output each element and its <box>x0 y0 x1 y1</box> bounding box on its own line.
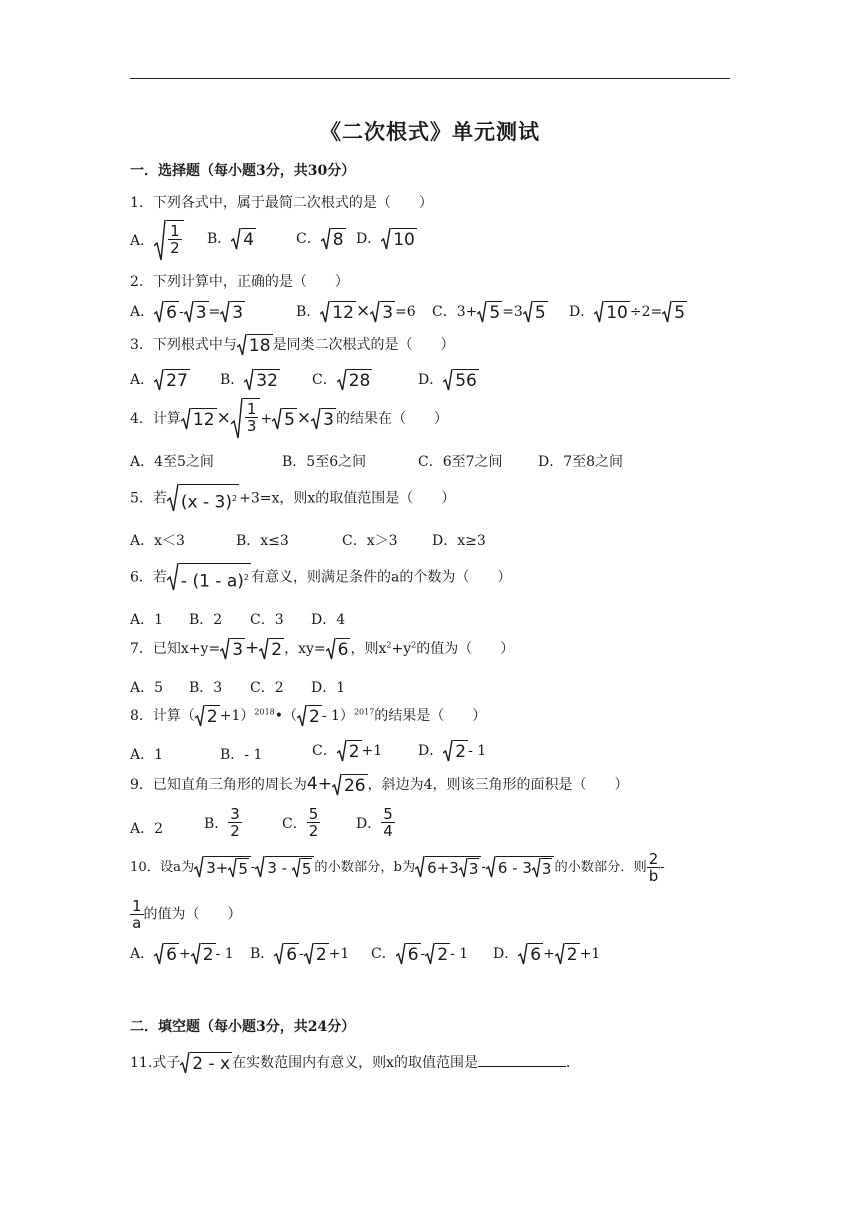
q10-stem: 10．设a为 3+ 5 - 3 - 5 的小数部分，b为 6+3 3 - 6 - 3 3 的小数部分．则 $\frac{2}{b}$ - <box>130 850 665 885</box>
q7-option-a: A．5 <box>130 680 164 696</box>
q3-option-d: D． 56 <box>418 371 477 391</box>
q1-option-a <box>130 220 184 262</box>
q1-option-c: C． 8 <box>296 230 344 250</box>
q7-option-b: B．3 <box>189 680 223 696</box>
q9-option-b: B． $\frac{3}{2}$ <box>204 805 240 840</box>
q2-option-d: D． 10 ÷2= 5 <box>569 303 686 323</box>
q5-stem: 5．若 (x - 3)$^2$ +3=x，则x的取值范围是（ ） <box>130 484 455 513</box>
q4-stem: 4．计算 12 × $\frac{1}{3}$ + 5 × 3 的结果在（ ） <box>130 398 448 440</box>
q8-option-d: D． 2 - 1 <box>418 742 487 762</box>
q10-option-d: D． 6 + 2 +1 <box>493 945 601 965</box>
q10-stem-cont: $\frac{1}{a}$ 的值为（ ） <box>132 897 242 932</box>
q8-option-c: C． 2 +1 <box>312 742 383 762</box>
q6-option-b: B．2 <box>189 612 223 628</box>
page-title: 《二次根式》单元测试 <box>320 119 540 144</box>
q11-stem: 11.式子 2 - x 在实数范围内有意义，则x的取值范围是 ． <box>130 1054 580 1074</box>
q1-stem: 1．下列各式中，属于最简二次根式的是（ ） <box>130 195 433 211</box>
q2-option-b: B． 12 × 3 =6 <box>296 301 416 323</box>
q11-answer-blank[interactable] <box>478 1054 566 1067</box>
q9-stem: 9．已知直角三角形的周长为4+ 26 ，斜边为4，则该三角形的面积是（ ） <box>130 774 629 796</box>
q2-stem: 2．下列计算中，正确的是（ ） <box>130 274 349 290</box>
sqrt: 10 <box>381 228 417 250</box>
fraction: $\frac{1}{2}$ <box>170 222 180 257</box>
q5-option-c: C．x＞3 <box>342 533 398 549</box>
header-rule <box>130 78 730 79</box>
q2-option-a: A． 6 - 3 = 3 <box>130 303 244 323</box>
q4-option-a: A．4至5之间 <box>130 454 214 470</box>
q7-option-c: C．2 <box>250 680 284 696</box>
q9-option-c: C． $\frac{5}{2}$ <box>282 805 319 840</box>
q8-option-b: B．- 1 <box>220 747 263 763</box>
q4-option-b: B．5至6之间 <box>282 454 367 470</box>
q6-option-d: D．4 <box>311 612 346 628</box>
q3-option-b: B． 32 <box>220 371 278 391</box>
q3-stem: 3．下列根式中与 18 是同类二次根式的是（ ） <box>130 336 455 356</box>
q10-option-b: B． 6 - 2 +1 <box>250 945 350 965</box>
q8-option-a: A．1 <box>130 747 164 763</box>
q6-stem: 6．若 - (1 - a)$^2$ 有意义，则满足条件的a的个数为（ ） <box>130 563 511 592</box>
q9-option-d: D． $\frac{5}{4}$ <box>356 805 393 840</box>
q5-option-b: B．x≤3 <box>236 533 289 549</box>
q4-option-d: D．7至8之间 <box>538 454 624 470</box>
q5-option-d: D．x≥3 <box>432 533 486 549</box>
q5-option-a: A．x＜3 <box>130 533 185 549</box>
q6-option-c: C．3 <box>250 612 284 628</box>
q7-option-d: D．1 <box>311 680 346 696</box>
section-choice-heading: 一．选择题（每小题3分，共30分） <box>130 163 356 179</box>
sqrt: 4 <box>231 228 256 250</box>
section-fill-heading: 二．填空题（每小题3分，共24分） <box>130 1019 356 1035</box>
q1-a-label: A． <box>130 233 155 249</box>
q1-option-d: D． 10 <box>356 230 415 250</box>
q4-option-c: C．6至7之间 <box>418 454 503 470</box>
q3-option-a: A． 27 <box>130 371 188 391</box>
sqrt: 8 <box>321 228 346 250</box>
q6-option-a: A．1 <box>130 612 164 628</box>
q10-option-a: A． 6 + 2 - 1 <box>130 945 234 965</box>
q10-option-c: C． 6 - 2 - 1 <box>371 945 469 965</box>
q9-option-a: A．2 <box>130 821 164 837</box>
q7-stem: 7．已知x+y= 3 + 2 ，xy= 6 ，则$x^2+y^2$的值为（ ） <box>130 638 515 660</box>
q1-option-b: B． 4 <box>207 230 255 250</box>
q8-stem: 8．计算（ 2 +1）$^{2018}$•（ 2 - 1）$^{2017}$的结果是（ ） <box>130 707 487 727</box>
q3-option-c: C． 28 <box>312 371 371 391</box>
q2-option-c: C．3+ 5 =3 5 <box>432 303 546 323</box>
sqrt <box>154 220 184 262</box>
